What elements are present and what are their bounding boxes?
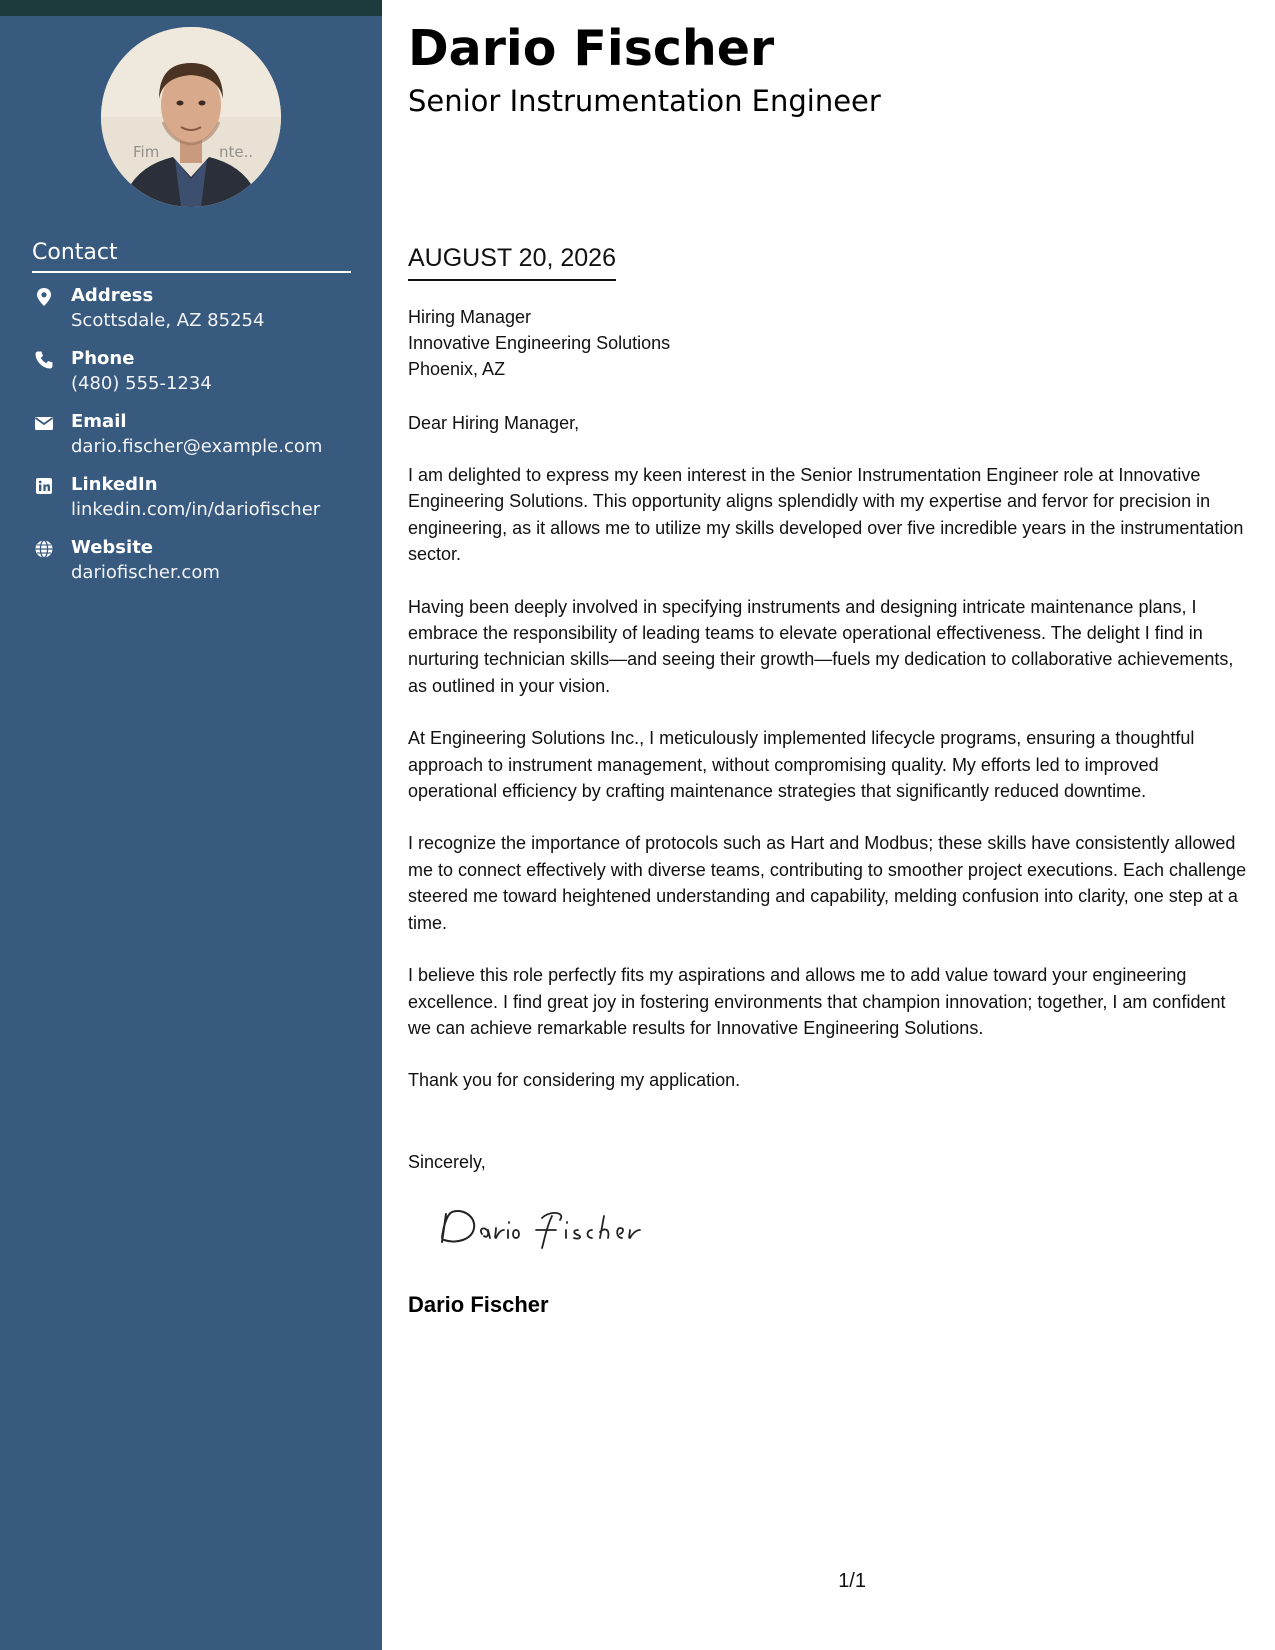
- salutation: Dear Hiring Manager,: [408, 413, 580, 433]
- body-paragraph: Thank you for considering my application.: [408, 1070, 741, 1091]
- body-paragraph: I believe this role perfectly fits my aspirations and allows me to add value toward your engineering excellence. I find great joy in fostering environments that champion innovation; together, I am confident we can achieve remarkable results for Innovative Engineering Solutions.: [408, 965, 1226, 1038]
- handwritten-signature: [432, 1200, 672, 1256]
- recipient-line: Phoenix, AZ: [408, 359, 506, 379]
- phone-icon: [34, 350, 54, 370]
- profile-photo: [101, 27, 281, 207]
- website-value[interactable]: dariofischer.com: [71, 562, 220, 583]
- phone-value[interactable]: (480) 555-1234: [71, 373, 212, 394]
- page-number: 1/1: [838, 1570, 866, 1592]
- sidebar-top-bar: [0, 0, 382, 16]
- recipient-line: Innovative Engineering Solutions: [408, 333, 671, 353]
- contact-item-email: [32, 410, 362, 473]
- globe-icon: [34, 539, 54, 559]
- contact-label: Address: [71, 285, 154, 306]
- job-title: Senior Instrumentation Engineer: [408, 84, 881, 118]
- linkedin-value[interactable]: linkedin.com/in/dariofischer: [71, 499, 321, 520]
- recipient-block: [408, 304, 670, 382]
- body-paragraph: At Engineering Solutions Inc., I meticulously implemented lifecycle programs, ensuring a thoughtful approach to instrument management, without compromising quality. My efforts led to improved operational efficiency by crafting maintenance strategies that significantly reduced downtime.: [408, 728, 1195, 802]
- letter-date: AUGUST 20, 2026: [408, 244, 616, 281]
- contact-heading: Contact: [32, 240, 351, 273]
- closing: Sincerely,: [408, 1152, 486, 1172]
- body-paragraph: I recognize the importance of protocols such as Hart and Modbus; these skills have consistently allowed me to connect effectively with diverse teams, contributing to smoother project executions. Each challenge steered me toward heightened understanding and capability, melding confusion into clarity, one step at a time.: [408, 833, 1247, 933]
- applicant-name: Dario Fischer: [408, 20, 775, 77]
- contact-list: [32, 284, 362, 599]
- recipient-line: Hiring Manager: [408, 307, 532, 327]
- contact-label: Phone: [71, 348, 135, 369]
- contact-label: Email: [71, 411, 127, 432]
- map-pin-icon: [34, 287, 54, 307]
- contact-label: LinkedIn: [71, 474, 158, 495]
- linkedin-icon: [34, 476, 54, 496]
- body-paragraph: Having been deeply involved in specifying instruments and designing intricate maintenance plans, I embrace the responsibility of leading teams to elevate operational effectiveness. The delight I find in nurturing technician skills—and seeing their growth—fuels my dedication to collaborative achievements, as outlined in your vision.: [408, 596, 1234, 696]
- letter-body: [408, 462, 1248, 1120]
- contact-item-address: [32, 284, 362, 347]
- svg-text:nte..: nte..: [219, 143, 254, 161]
- envelope-icon: [34, 413, 54, 433]
- contact-item-phone: [32, 347, 362, 410]
- sidebar: [0, 0, 382, 1650]
- contact-item-website: [32, 536, 362, 599]
- address-value: Scottsdale, AZ 85254: [71, 310, 265, 331]
- svg-text:Fim: Fim: [133, 143, 160, 161]
- signoff-name: Dario Fischer: [408, 1292, 549, 1317]
- contact-label: Website: [71, 537, 154, 558]
- contact-item-linkedin: [32, 473, 362, 536]
- body-paragraph: I am delighted to express my keen interest in the Senior Instrumentation Engineer role at Innovative Engineering Solutions. This opportunity aligns splendidly with my expertise and fervor for precision in engineering, as it allows me to utilize my skills developed over five incredible years in the instrumentation sector.: [408, 465, 1244, 565]
- email-value[interactable]: dario.fischer@example.com: [71, 436, 323, 457]
